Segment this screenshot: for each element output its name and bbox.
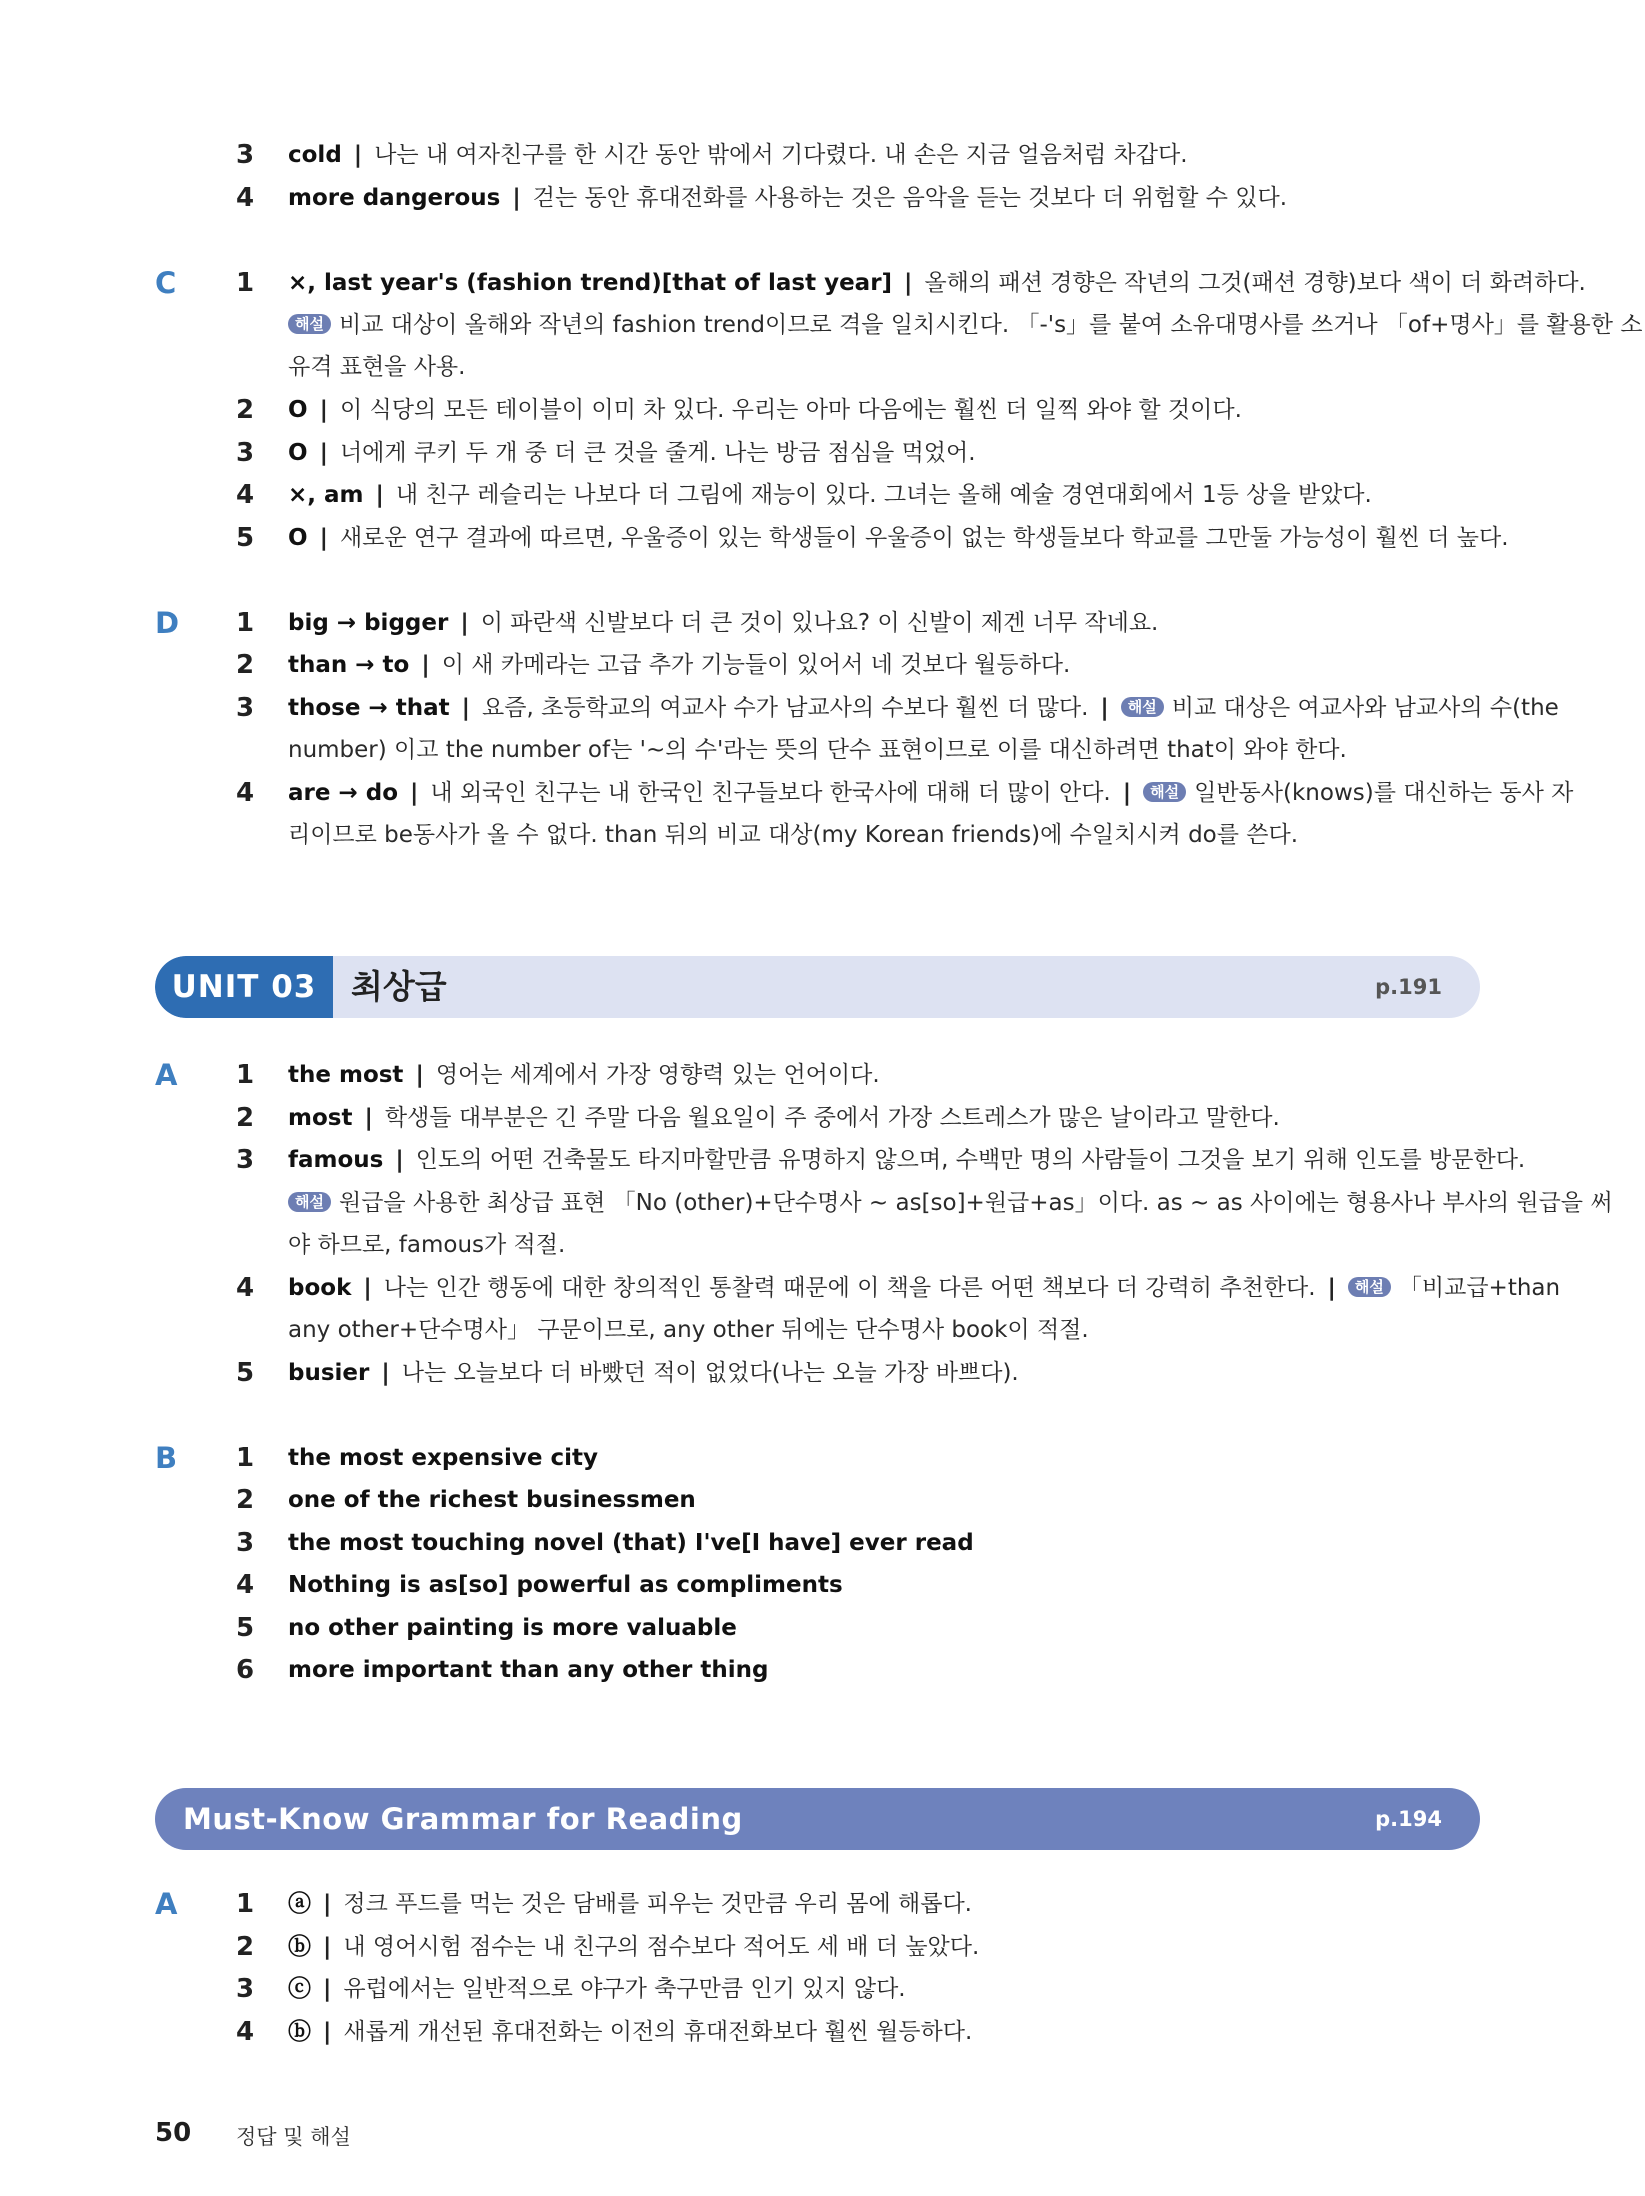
explanation-badge: 해설 xyxy=(1143,782,1186,802)
translation: 내 친구 레슬리는 나보다 더 그림에 재능이 있다. 그녀는 올해 예술 경연대회에서 1등 상을 받았다. xyxy=(395,482,1372,508)
translation: 나는 내 여자친구를 한 시간 동안 밖에서 기다렸다. 내 손은 지금 얼음처럼 차갑다. xyxy=(374,142,1188,168)
explanation: any other+단수명사」 구문이므로, any other 뒤에는 단수명사 book이 적절. xyxy=(288,1317,1089,1343)
explanation: 리이므로 be동사가 올 수 없다. than 뒤의 비교 대상(my Korean friends)에 수일치시켜 do를 쓴다. xyxy=(288,822,1299,848)
list-item: 4 are → do | 내 외국인 친구는 내 한국인 친구들보다 한국사에 대해 더 많이 안다. | 해설 일반동사(knows)를 대신하는 동사 자 xyxy=(0,774,1645,812)
answer: O xyxy=(288,397,308,423)
answer: ⓐ xyxy=(288,1891,311,1917)
item-number: 2 xyxy=(236,395,255,425)
answer: Nothing is as[so] powerful as compliments xyxy=(288,1572,843,1598)
answer: most xyxy=(288,1105,353,1131)
list-item: 2 O | 이 식당의 모든 테이블이 이미 차 있다. 우리는 아마 다음에는 훨씬 더 일찍 와야 할 것이다. xyxy=(0,391,1645,429)
list-item: A 1 ⓐ | 정크 푸드를 먹는 것은 담배를 피우는 것만큼 우리 몸에 해롭다. xyxy=(155,1887,972,1921)
translation: 이 식당의 모든 테이블이 이미 차 있다. 우리는 아마 다음에는 훨씬 더 일찍 와야 할 것이다. xyxy=(339,397,1242,423)
item-number: 3 xyxy=(236,1528,255,1558)
answer: ⓑ xyxy=(288,1934,311,1960)
list-item: 4 ⓑ | 새롭게 개선된 휴대전화는 이전의 휴대전화보다 훨씬 월등하다. xyxy=(0,2013,1645,2051)
unit-header xyxy=(155,956,1480,1018)
list-item xyxy=(0,1609,1645,1647)
translation: 인도의 어떤 건축물도 타지마할만큼 유명하지 않으며, 수백만 명의 사람들이 그것을 보기 위해 인도를 방문한다. xyxy=(415,1147,1526,1173)
list-item: 4 book | 나는 인간 행동에 대한 창의적인 통찰력 때문에 이 책을 다른 어떤 책보다 더 강력히 추천한다. | 해설 「비교급+than xyxy=(0,1269,1645,1307)
item-number: 2 xyxy=(236,1485,255,1515)
item-number: 4 xyxy=(236,1273,255,1303)
list-item: C 1 ×, last year's (fashion trend)[that of last year] | 올해의 패션 경향은 작년의 그것(패션 경향)보다 색이 더 화려하다. xyxy=(155,266,1586,300)
answer: busier xyxy=(288,1360,370,1386)
section-letter: A xyxy=(155,1058,178,1092)
list-item: D 1 big → bigger | 이 파란색 신발보다 더 큰 것이 있나요? 이 신발이 제겐 너무 작네요. xyxy=(155,606,1159,640)
item-number: 3 xyxy=(236,438,255,468)
list-item: A 1 the most | 영어는 세계에서 가장 영향력 있는 언어이다. xyxy=(155,1058,880,1092)
list-item xyxy=(0,1524,1645,1562)
item-number: 3 xyxy=(236,693,255,723)
answer: one of the richest businessmen xyxy=(288,1487,696,1513)
item-number: 4 xyxy=(236,1570,255,1600)
list-item: 3 famous | 인도의 어떤 건축물도 타지마할만큼 유명하지 않으며, 수백만 명의 사람들이 그것을 보기 위해 인도를 방문한다. xyxy=(0,1141,1645,1179)
item-number: 5 xyxy=(236,1358,255,1388)
translation: 유럽에서는 일반적으로 야구가 축구만큼 인기 있지 않다. xyxy=(343,1976,906,2002)
answer: ⓒ xyxy=(288,1976,311,2002)
answer: book xyxy=(288,1275,352,1301)
list-item xyxy=(0,1439,1645,1477)
explanation: 해설 비교 대상이 올해와 작년의 fashion trend이므로 격을 일치시킨다. 「-'s」를 붙여 소유대명사를 쓰거나 「of+명사」를 활용한 소 xyxy=(0,306,1645,344)
item-number: 5 xyxy=(236,1613,255,1643)
list-item xyxy=(0,1566,1645,1604)
translation: 내 외국인 친구는 내 한국인 친구들보다 한국사에 대해 더 많이 안다. xyxy=(430,780,1111,806)
section-letter: C xyxy=(155,266,177,300)
answer: ⓑ xyxy=(288,2019,311,2045)
translation: 걷는 동안 휴대전화를 사용하는 것은 음악을 듣는 것보다 더 위험할 수 있다. xyxy=(532,185,1288,211)
must-know-title: Must-Know Grammar for Reading xyxy=(183,1802,743,1836)
item-number: 3 xyxy=(236,140,255,170)
unit-tag: UNIT 03 xyxy=(155,956,333,1018)
section-letter: D xyxy=(155,606,180,640)
translation: 새롭게 개선된 휴대전화는 이전의 휴대전화보다 훨씬 월등하다. xyxy=(343,2019,973,2045)
list-item: 2 ⓑ | 내 영어시험 점수는 내 친구의 점수보다 적어도 세 배 더 높았다. xyxy=(0,1928,1645,1966)
item-number: 4 xyxy=(236,183,255,213)
answer: are → do xyxy=(288,780,399,806)
translation: 너에게 쿠키 두 개 중 더 큰 것을 줄게. 나는 방금 점심을 먹었어. xyxy=(339,440,976,466)
item-number: 2 xyxy=(236,650,255,680)
explanation-badge: 해설 xyxy=(1121,697,1164,717)
item-number: 2 xyxy=(236,1932,255,1962)
answer: ×, am xyxy=(288,482,364,508)
item-number: 4 xyxy=(236,2017,255,2047)
must-know-header xyxy=(155,1788,1480,1850)
page-reference: p.191 xyxy=(1375,975,1442,999)
section-letter: A xyxy=(155,1887,178,1921)
item-number: 4 xyxy=(236,480,255,510)
answer: those → that xyxy=(288,695,450,721)
explanation: 해설 원급을 사용한 최상급 표현 「No (other)+단수명사 ~ as[so]+원급+as」이다. as ~ as 사이에는 형용사나 부사의 원급을 써 xyxy=(0,1184,1645,1222)
explanation: 비교 대상은 여교사와 남교사의 수(the xyxy=(1171,695,1559,721)
answer: than → to xyxy=(288,652,410,678)
answer: ×, last year's (fashion trend)[that of last year] xyxy=(288,270,893,296)
translation: 정크 푸드를 먹는 것은 담배를 피우는 것만큼 우리 몸에 해롭다. xyxy=(343,1891,972,1917)
list-item: 3 ⓒ | 유럽에서는 일반적으로 야구가 축구만큼 인기 있지 않다. xyxy=(0,1970,1645,2008)
list-item: 2 most | 학생들 대부분은 긴 주말 다음 월요일이 주 중에서 가장 스트레스가 많은 날이라고 말한다. xyxy=(0,1099,1645,1137)
translation: 영어는 세계에서 가장 영향력 있는 언어이다. xyxy=(435,1062,880,1088)
explanation: 「비교급+than xyxy=(1398,1275,1561,1301)
answer: big → bigger xyxy=(288,610,449,636)
list-item: 4 more dangerous | 걷는 동안 휴대전화를 사용하는 것은 음악을 듣는 것보다 더 위험할 수 있다. xyxy=(0,179,1645,217)
item-number: 1 xyxy=(236,608,255,638)
item-number: 3 xyxy=(236,1145,255,1175)
answer: the most touching novel (that) I've[I have] ever read xyxy=(288,1530,974,1556)
translation: 이 파란색 신발보다 더 큰 것이 있나요? 이 신발이 제겐 너무 작네요. xyxy=(480,610,1159,636)
item-number: 4 xyxy=(236,778,255,808)
translation: 요즘, 초등학교의 여교사 수가 남교사의 수보다 훨씬 더 많다. xyxy=(482,695,1089,721)
answer: famous xyxy=(288,1147,384,1173)
translation: 학생들 대부분은 긴 주말 다음 월요일이 주 중에서 가장 스트레스가 많은 날이라고 말한다. xyxy=(384,1105,1280,1131)
answer: cold xyxy=(288,142,342,168)
translation: 나는 오늘보다 더 바빴던 적이 없었다(나는 오늘 가장 바쁘다). xyxy=(401,1360,1019,1386)
translation: 올해의 패션 경향은 작년의 그것(패션 경향)보다 색이 더 화려하다. xyxy=(924,270,1586,296)
list-item: 4 ×, am | 내 친구 레슬리는 나보다 더 그림에 재능이 있다. 그녀는 올해 예술 경연대회에서 1등 상을 받았다. xyxy=(0,476,1645,514)
page-reference: p.194 xyxy=(1375,1807,1442,1831)
translation: 새로운 연구 결과에 따르면, 우울증이 있는 학생들이 우울증이 없는 학생들보다 학교를 그만둘 가능성이 훨씬 더 높다. xyxy=(339,525,1509,551)
item-number: 6 xyxy=(236,1655,255,1685)
list-item: 3 those → that | 요즘, 초등학교의 여교사 수가 남교사의 수보다 훨씬 더 많다. | 해설 비교 대상은 여교사와 남교사의 수(the xyxy=(0,689,1645,727)
unit-title: 최상급 xyxy=(351,967,447,1006)
list-item: 3 O | 너에게 쿠키 두 개 중 더 큰 것을 줄게. 나는 방금 점심을 먹었어. xyxy=(0,434,1645,472)
explanation: 야 하므로, famous가 적절. xyxy=(288,1232,566,1258)
footer-label: 정답 및 해설 xyxy=(236,2125,351,2149)
answer: no other painting is more valuable xyxy=(288,1615,737,1641)
item-number: 5 xyxy=(236,523,255,553)
translation: 내 영어시험 점수는 내 친구의 점수보다 적어도 세 배 더 높았다. xyxy=(343,1934,980,1960)
item-number: 1 xyxy=(236,1889,255,1919)
list-item xyxy=(0,1651,1645,1689)
item-number: 1 xyxy=(236,1443,255,1473)
answer: more dangerous xyxy=(288,185,501,211)
item-number: 1 xyxy=(236,1060,255,1090)
translation: 이 새 카메라는 고급 추가 기능들이 있어서 네 것보다 월등하다. xyxy=(441,652,1071,678)
list-item: 3 cold | 나는 내 여자친구를 한 시간 동안 밖에서 기다렸다. 내 손은 지금 얼음처럼 차갑다. xyxy=(0,136,1645,174)
item-number: 3 xyxy=(236,1974,255,2004)
answer: O xyxy=(288,525,308,551)
list-item xyxy=(0,1481,1645,1519)
explanation-badge: 해설 xyxy=(288,1192,331,1212)
translation: 나는 인간 행동에 대한 창의적인 통찰력 때문에 이 책을 다른 어떤 책보다 더 강력히 추천한다. xyxy=(383,1275,1316,1301)
explanation: 일반동사(knows)를 대신하는 동사 자 xyxy=(1194,780,1574,806)
item-number: 2 xyxy=(236,1103,255,1133)
answer: more important than any other thing xyxy=(288,1657,769,1683)
explanation: number) 이고 the number of는 '~의 수'라는 뜻의 단수 표현이므로 이를 대신하려면 that이 와야 한다. xyxy=(288,737,1347,763)
list-item: 2 than → to | 이 새 카메라는 고급 추가 기능들이 있어서 네 것보다 월등하다. xyxy=(0,646,1645,684)
list-item: 5 busier | 나는 오늘보다 더 바빴던 적이 없었다(나는 오늘 가장 바쁘다). xyxy=(0,1354,1645,1392)
list-item: 5 O | 새로운 연구 결과에 따르면, 우울증이 있는 학생들이 우울증이 없는 학생들보다 학교를 그만둘 가능성이 훨씬 더 높다. xyxy=(0,519,1645,557)
item-number: 1 xyxy=(236,268,255,298)
section-letter: B xyxy=(155,1441,178,1475)
answer: the most xyxy=(288,1062,404,1088)
explanation-badge: 해설 xyxy=(1348,1277,1391,1297)
answer: O xyxy=(288,440,308,466)
explanation: 유격 표현을 사용. xyxy=(288,354,466,380)
page-number: 50 xyxy=(155,2118,192,2148)
explanation-badge: 해설 xyxy=(288,314,331,334)
answer: the most expensive city xyxy=(288,1445,598,1471)
